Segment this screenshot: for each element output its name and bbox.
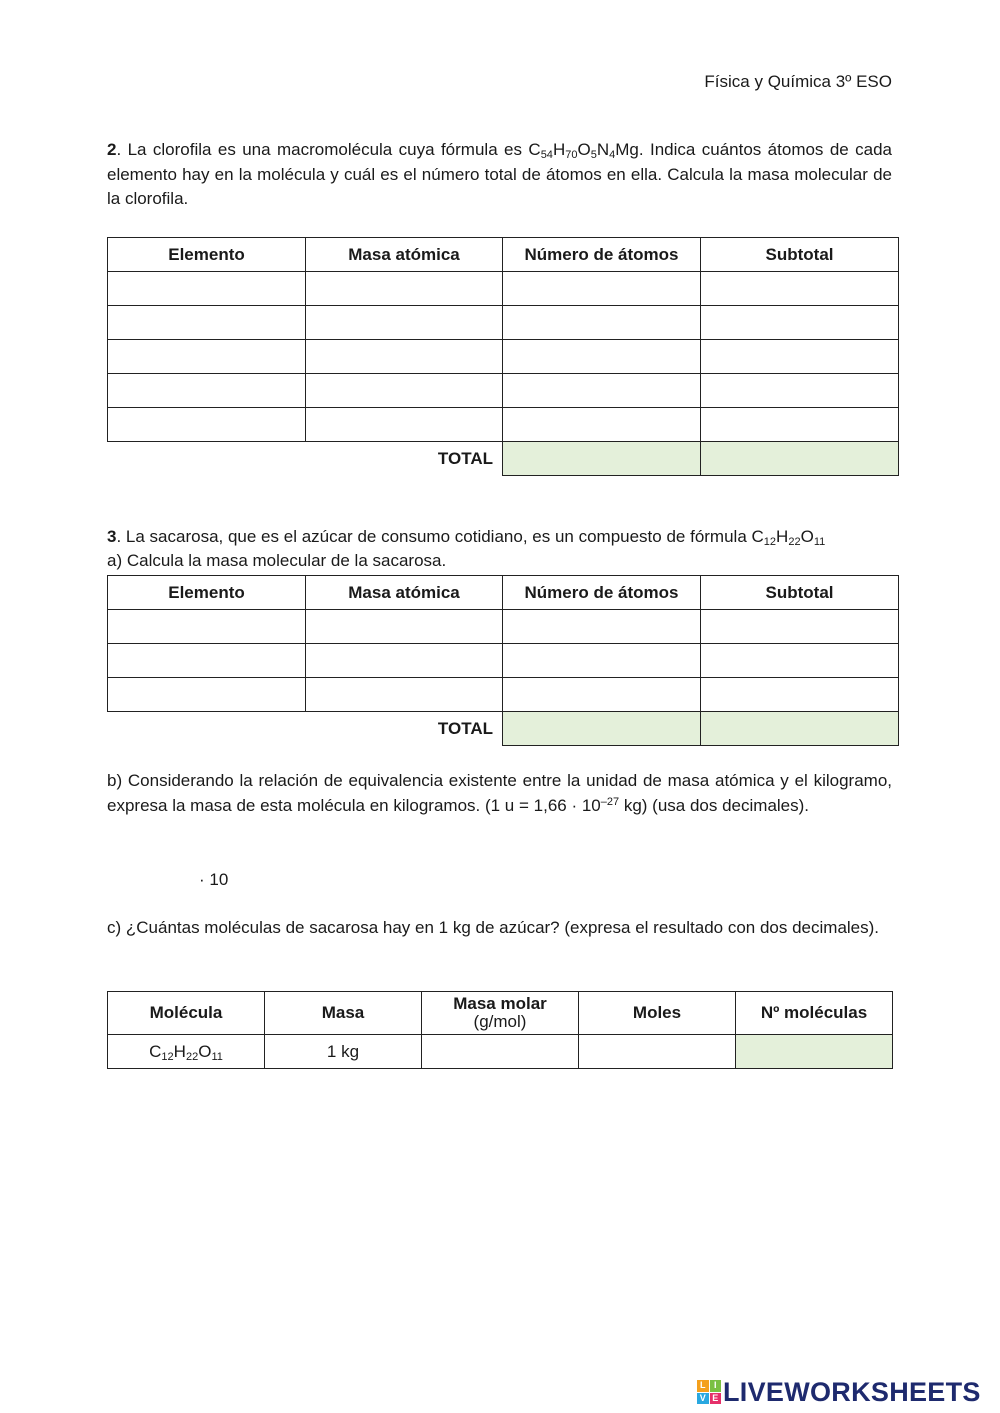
answer-cell[interactable] (108, 610, 306, 644)
answer-cell[interactable] (306, 678, 503, 712)
total-row (108, 712, 899, 746)
answer-cell[interactable] (306, 610, 503, 644)
answer-cell[interactable] (701, 408, 899, 442)
header-moles: Moles (579, 992, 736, 1035)
total-atoms-input[interactable] (503, 442, 701, 476)
header-masa-molar: Masa molar (g/mol) (422, 992, 579, 1035)
table-row (108, 272, 899, 306)
header-elemento: Elemento (108, 576, 306, 610)
header-masa-atomica: Masa atómica (306, 238, 503, 272)
answer-cell[interactable] (108, 678, 306, 712)
answer-cell[interactable] (306, 374, 503, 408)
page-header: Física y Química 3º ESO (704, 72, 892, 91)
answer-cell[interactable] (503, 678, 701, 712)
answer-cell[interactable] (108, 340, 306, 374)
header-numero-atomos: Número de átomos (503, 576, 701, 610)
header-molecula: Molécula (108, 992, 265, 1035)
header-subtotal: Subtotal (701, 576, 899, 610)
total-mass-input[interactable] (701, 442, 899, 476)
total-atoms-input[interactable] (503, 712, 701, 746)
answer-cell[interactable] (503, 272, 701, 306)
answer-cell[interactable] (108, 644, 306, 678)
question-3-text: 3. La sacarosa, que es el azúcar de consumo cotidiano, es un compuesto de fórmula $C_{12}H_{22}O_{11}$ (107, 527, 826, 548)
table-row (108, 408, 899, 442)
answer-cell[interactable] (701, 678, 899, 712)
answer-cell[interactable] (108, 272, 306, 306)
answer-cell[interactable] (701, 644, 899, 678)
question-3a-text: a) Calcula la masa molecular de la sacarosa. (107, 551, 447, 570)
chlorophyll-table (107, 237, 899, 476)
answer-cell[interactable] (306, 272, 503, 306)
sucrose-table (107, 575, 899, 746)
answer-cell[interactable] (306, 306, 503, 340)
logo-icon: L I V E (697, 1380, 721, 1404)
question-number: 2 (107, 140, 117, 159)
sucrose-formula-cell: $C_{12}H_{22}O_{11}$ (108, 1035, 265, 1069)
header-elemento: Elemento (108, 238, 306, 272)
molecules-count-input[interactable] (736, 1035, 893, 1069)
answer-cell[interactable] (108, 306, 306, 340)
answer-cell[interactable] (701, 306, 899, 340)
question-3b-text: b) Considerando la relación de equivalencia existente entre la unidad de masa atómica y el kilogramo, expresa la masa de esta molécula en kilogramos. (1 $u = 1,66 \cdot 10^{-27}$ kg) (usa dos decimales). (107, 771, 892, 815)
question-3c-text: c) ¿Cuántas moléculas de sacarosa hay en 1 kg de azúcar? (expresa el resultado con dos decimales). (107, 918, 880, 937)
table-row (108, 1035, 893, 1069)
answer-cell[interactable] (306, 340, 503, 374)
total-mass-input[interactable] (701, 712, 899, 746)
table-row (108, 340, 899, 374)
header-masa-atomica: Masa atómica (306, 576, 503, 610)
answer-cell[interactable] (701, 374, 899, 408)
question-number: 3 (107, 527, 117, 546)
table-row (108, 306, 899, 340)
table-row (108, 644, 899, 678)
answer-cell[interactable] (503, 644, 701, 678)
total-row (108, 442, 899, 476)
molar-mass-input[interactable] (422, 1035, 579, 1069)
total-label: TOTAL (437, 448, 493, 468)
liveworksheets-logo (697, 1378, 981, 1406)
answer-cell[interactable] (701, 610, 899, 644)
chlorophyll-formula: $C_{54}H_{70}O_5N_4Mg$ (528, 140, 639, 161)
table-row (108, 678, 899, 712)
answer-cell[interactable] (108, 374, 306, 408)
answer-cell[interactable] (503, 610, 701, 644)
logo-text: LIVEWORKSHEETS (723, 1376, 981, 1407)
header-masa: Masa (265, 992, 422, 1035)
header-subtotal: Subtotal (701, 238, 899, 272)
table-row (108, 374, 899, 408)
answer-cell[interactable] (306, 644, 503, 678)
header-moleculas: Nº moléculas (736, 992, 893, 1035)
answer-cell[interactable] (503, 340, 701, 374)
molecules-table (107, 991, 893, 1069)
answer-cell[interactable] (108, 408, 306, 442)
sucrose-formula: $C_{12}H_{22}O_{11}$ (751, 527, 826, 548)
answer-cell[interactable] (503, 374, 701, 408)
answer-cell[interactable] (503, 408, 701, 442)
question-2-text: 2. La clorofila es una macromolécula cuya fórmula es $C_{54}H_{70}O_5N_4Mg$. Indica cuántos átomos de cada elemento hay en la molécula y cuál es el número total de átomos en ella. Calcula la masa molecular de la clorofila. (107, 140, 893, 208)
answer-cell[interactable] (701, 340, 899, 374)
answer-cell[interactable] (701, 272, 899, 306)
answer-cell[interactable] (306, 408, 503, 442)
total-label: TOTAL (437, 718, 493, 738)
answer-cell[interactable] (503, 306, 701, 340)
header-numero-atomos: Número de átomos (503, 238, 701, 272)
mass-cell: 1 kg (265, 1035, 422, 1069)
moles-input[interactable] (579, 1035, 736, 1069)
table-row (108, 610, 899, 644)
answer-exponent-label: · 10 (199, 870, 229, 889)
